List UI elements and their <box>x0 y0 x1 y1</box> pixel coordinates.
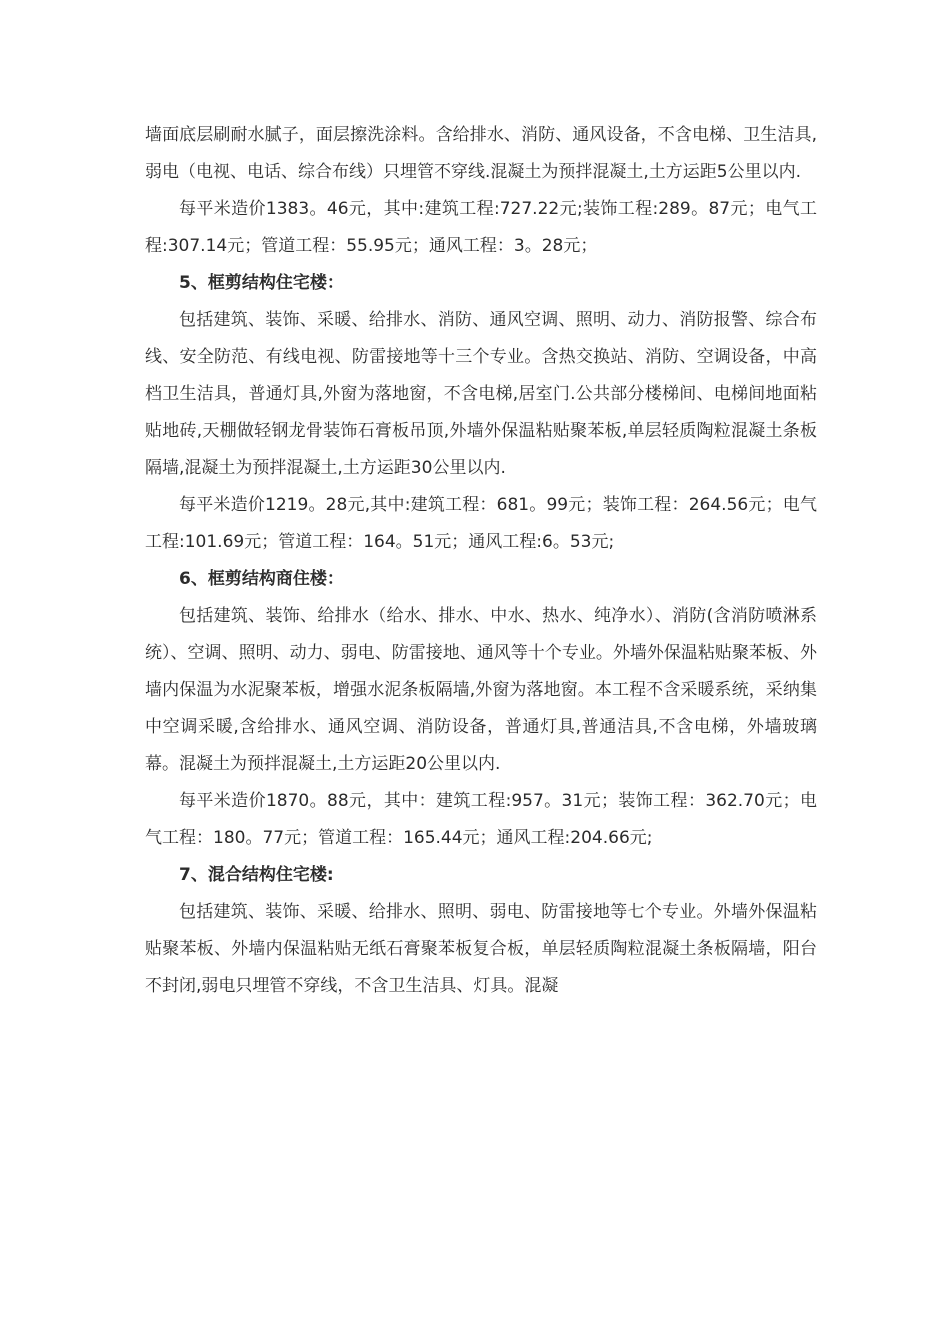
document-page <box>145 117 817 1005</box>
paragraph-cost-5: 每平米造价1219。28元,其中:建筑工程：681。99元；装饰工程：264.56元；电气工程:101.69元；管道工程：164。51元；通风工程:6。53元; <box>145 495 817 552</box>
paragraph-scope-5: 包括建筑、装饰、采暖、给排水、消防、通风空调、照明、动力、消防报警、综合布线、安全防范、有线电视、防雷接地等十三个专业。含热交换站、消防、空调设备，中高档卫生洁具，普通灯具,外窗为落地窗，不含电梯,居室门.公共部分楼梯间、电梯间地面粘贴地砖,天棚做轻钢龙骨装饰石膏板吊顶,外墙外保温粘贴聚苯板,单层轻质陶粒混凝土条板隔墙,混凝土为预拌混凝土,土方运距30公里以内. <box>145 310 817 478</box>
paragraph-wall-finish-cont: 墙面底层刷耐水腻子，面层擦洗涂料。含给排水、消防、通风设备，不含电梯、卫生洁具,弱电（电视、电话、综合布线）只埋管不穿线.混凝土为预拌混凝土,土方运距5公里以内. <box>145 125 817 182</box>
section-heading-5: 5、框剪结构住宅楼： <box>179 273 344 293</box>
paragraph-scope-7: 包括建筑、装饰、采暖、给排水、照明、弱电、防雷接地等七个专业。外墙外保温粘贴聚苯板、外墙内保温粘贴无纸石膏聚苯板复合板，单层轻质陶粒混凝土条板隔墙，阳台不封闭,弱电只埋管不穿线，不含卫生洁具、灯具。混凝 <box>145 902 817 996</box>
paragraph-scope-6: 包括建筑、装饰、给排水（给水、排水、中水、热水、纯净水）、消防(含消防喷淋系统）、空调、照明、动力、弱电、防雷接地、通风等十个专业。外墙外保温粘贴聚苯板、外墙内保温为水泥聚苯板，增强水泥条板隔墙,外窗为落地窗。本工程不含采暖系统，采纳集中空调采暖,含给排水、通风空调、消防设备，普通灯具,普通洁具,不含电梯，外墙玻璃幕。混凝土为预拌混凝土,土方运距20公里以内. <box>145 606 817 774</box>
section-heading-6: 6、框剪结构商住楼： <box>179 569 344 589</box>
paragraph-cost-4: 每平米造价1383。46元，其中:建筑工程:727.22元;装饰工程:289。87元；电气工程:307.14元；管道工程：55.95元；通风工程：3。28元； <box>145 199 817 256</box>
paragraph-cost-6: 每平米造价1870。88元，其中：建筑工程:957。31元；装饰工程：362.70元；电气工程：180。77元；管道工程：165.44元；通风工程:204.66元; <box>145 791 817 848</box>
section-heading-7: 7、混合结构住宅楼: <box>179 865 334 885</box>
